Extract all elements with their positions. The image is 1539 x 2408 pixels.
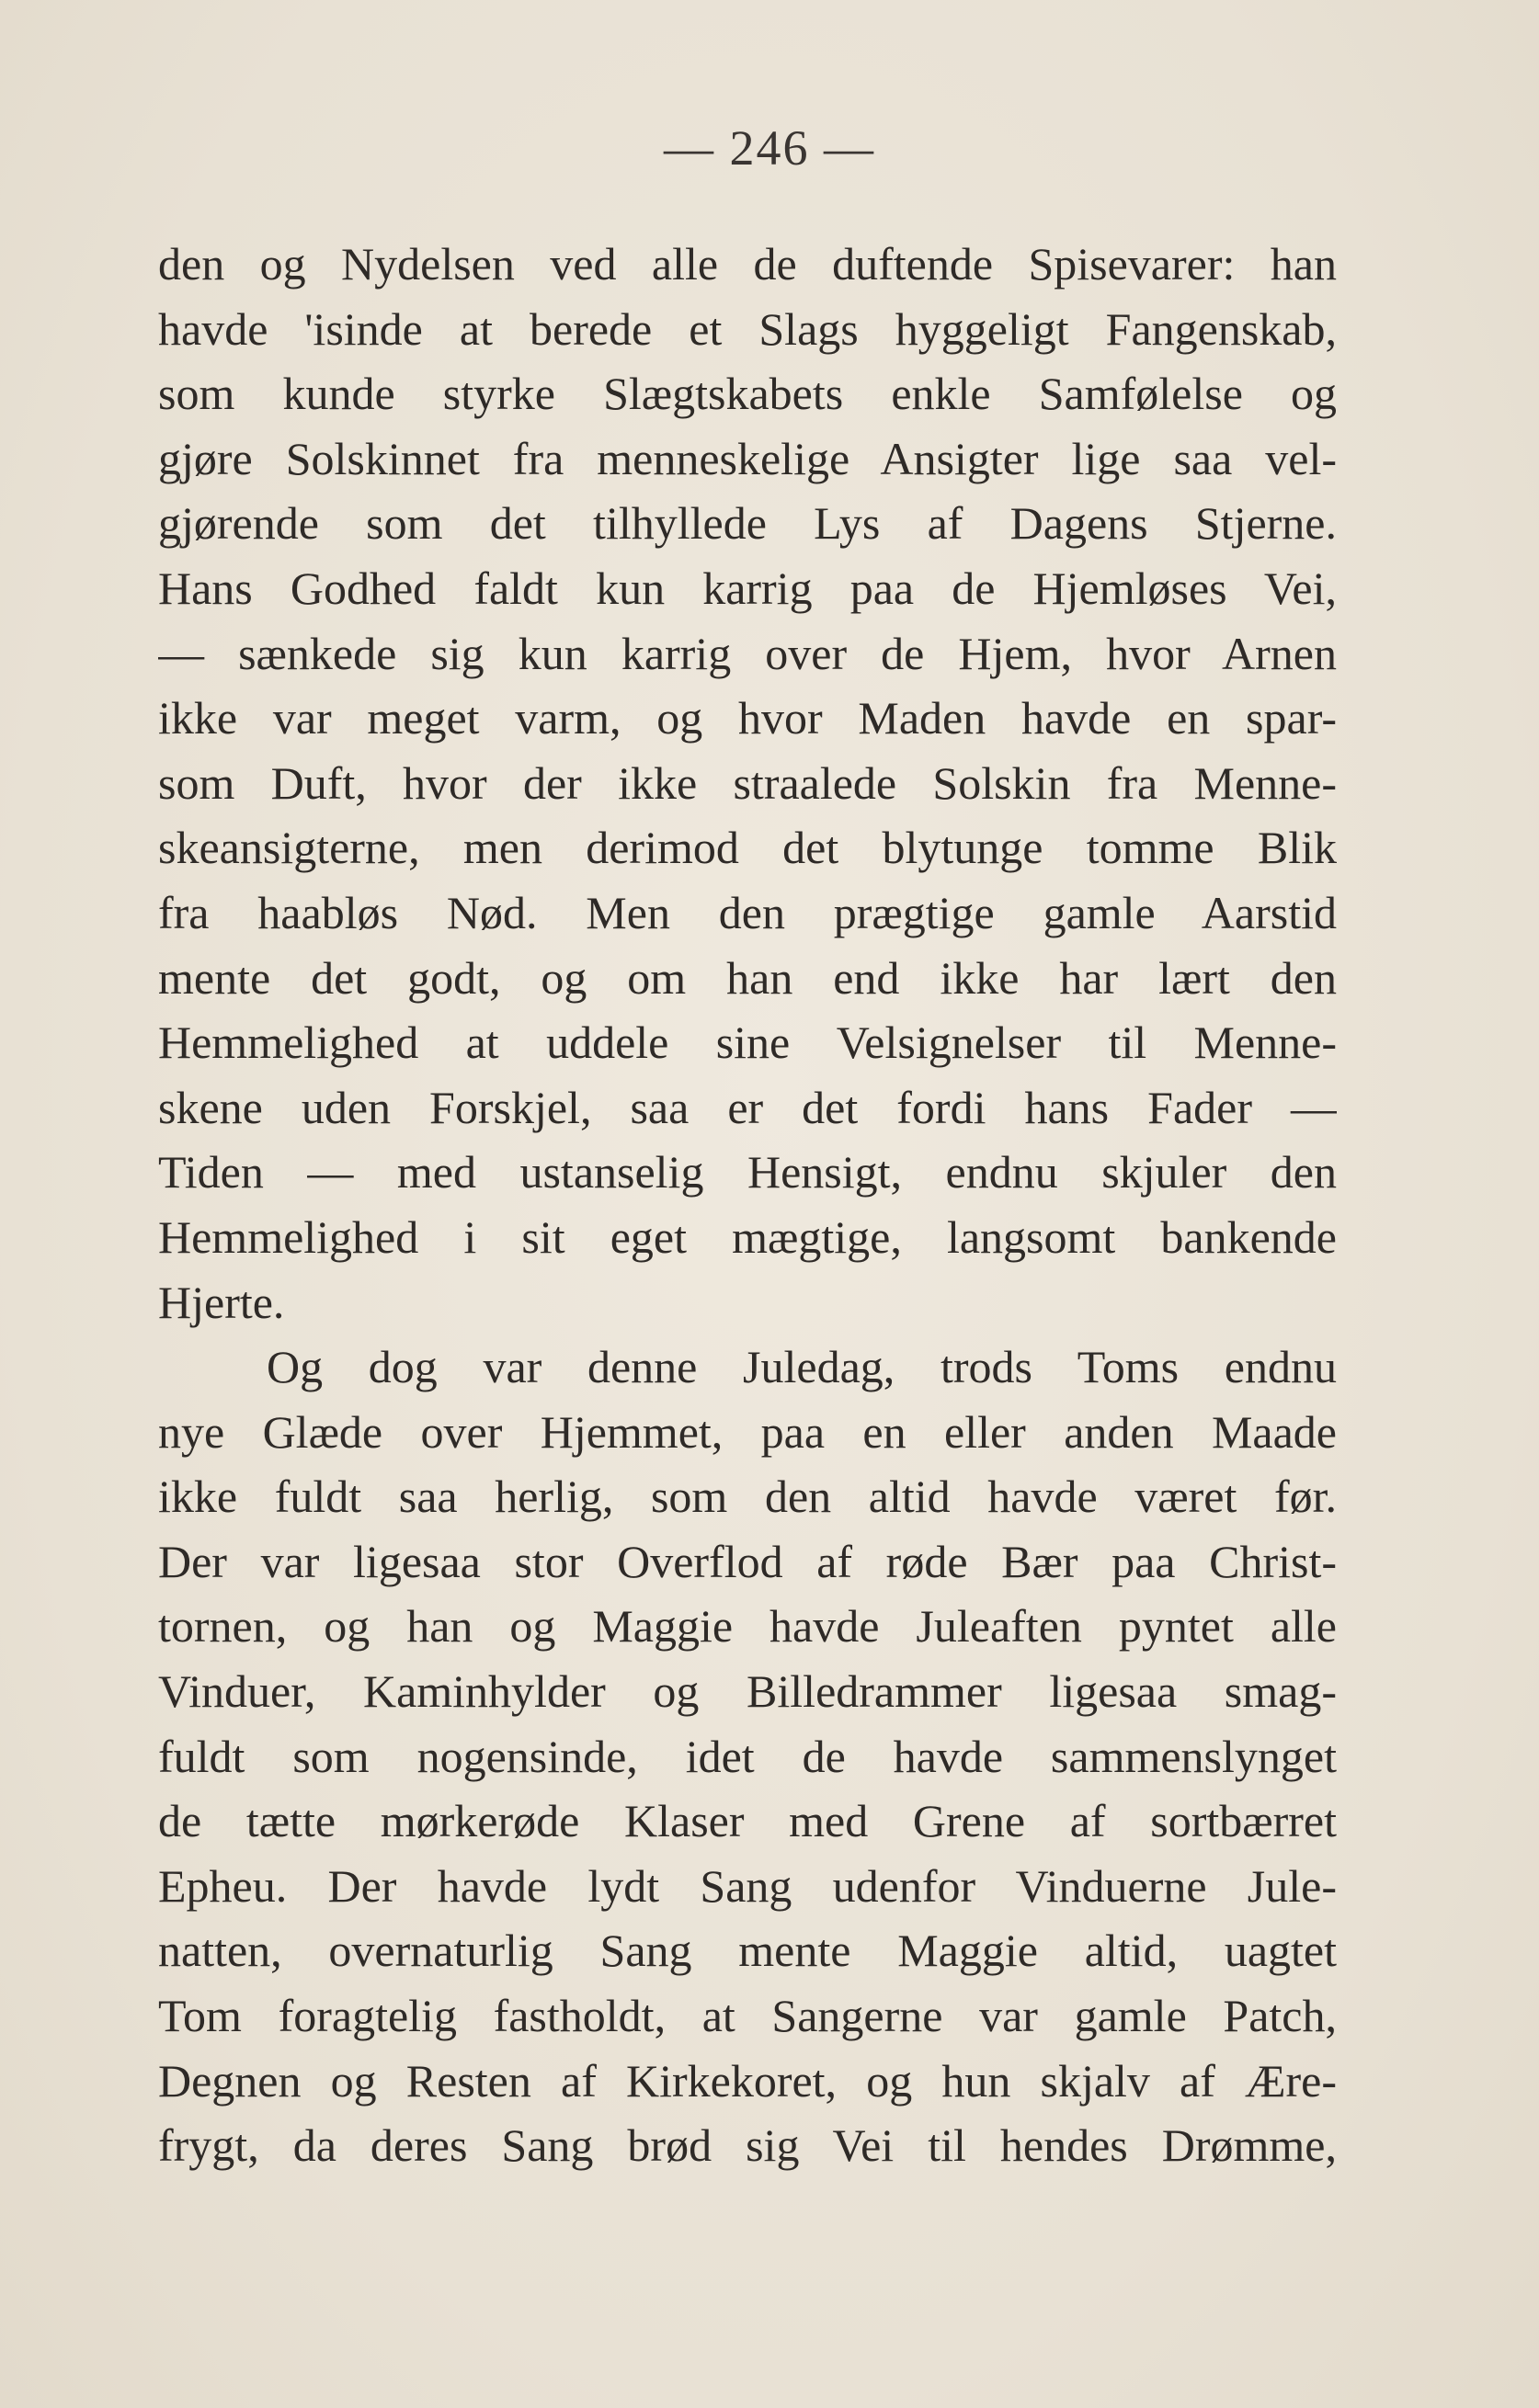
text-line: fuldt som nogensinde, idet de havde sammenslynget	[158, 1730, 1337, 1782]
text-line: Der var ligesaa stor Overflod af røde Bær paa Christ-	[158, 1535, 1337, 1587]
text-line: nye Glæde over Hjemmet, paa en eller anden Maade	[158, 1405, 1337, 1458]
text-line: Epheu. Der havde lydt Sang udenfor Vinduerne Jule-	[158, 1859, 1337, 1912]
text-line: Tom foragtelig fastholdt, at Sangerne var gamle Patch,	[158, 1990, 1337, 2042]
text-line: tornen, og han og Maggie havde Juleaften pyntet alle	[158, 1600, 1337, 1653]
page-number: — 246 —	[664, 120, 875, 176]
text-line: natten, overnaturlig Sang mente Maggie altid, uagtet	[158, 1925, 1337, 1977]
text-line: den og Nydelsen ved alle de duftende Spisevarer: han	[158, 238, 1337, 290]
text-line: Degnen og Resten af Kirkekoret, og hun skjalv af Ære-	[158, 2054, 1337, 2107]
text-line: Hjerte.	[158, 1276, 285, 1328]
text-line: Og dog var denne Juledag, trods Toms endnu	[267, 1341, 1337, 1393]
text-line: frygt, da deres Sang brød sig Vei til hendes Drømme,	[158, 2119, 1337, 2172]
text-line: skeansigterne, men derimod det blytunge tomme Blik	[158, 822, 1337, 874]
text-line: Hemmelighed at uddele sine Velsignelser til Menne-	[158, 1017, 1337, 1069]
text-line: skene uden Forskjel, saa er det fordi hans Fader —	[158, 1081, 1337, 1133]
paragraph-1	[158, 232, 1337, 1335]
text-line: Vinduer, Kaminhylder og Billedrammer ligesaa smag-	[158, 1665, 1337, 1718]
text-line: gjørende som det tilhyllede Lys af Dagens Stjerne.	[158, 497, 1337, 550]
text-line: havde 'isinde at berede et Slags hyggeligt Fangenskab,	[158, 302, 1337, 355]
paragraph-2	[158, 1335, 1337, 2178]
text-line: ikke var meget varm, og hvor Maden havde en spar-	[158, 692, 1337, 744]
text-line: som kunde styrke Slægtskabets enkle Samfølelse og	[158, 368, 1337, 420]
text-line: som Duft, hvor der ikke straalede Solskin fra Menne-	[158, 756, 1337, 809]
text-line: de tætte mørkerøde Klaser med Grene af sortbærret	[158, 1795, 1337, 1847]
text-line: Hans Godhed faldt kun karrig paa de Hjemløses Vei,	[158, 562, 1337, 614]
text-line: mente det godt, og om han end ikke har lært den	[158, 951, 1337, 1004]
text-line: gjøre Solskinnet fra menneskelige Ansigter lige saa vel-	[158, 432, 1337, 484]
text-line: Tiden — med ustanselig Hensigt, endnu skjuler den	[158, 1146, 1337, 1198]
text-line: fra haabløs Nød. Men den prægtige gamle Aarstid	[158, 886, 1337, 938]
text-line: — sænkede sig kun karrig over de Hjem, hvor Arnen	[158, 627, 1337, 679]
text-line: Hemmelighed i sit eget mægtige, langsomt bankende	[158, 1210, 1337, 1263]
text-line: ikke fuldt saa herlig, som den altid havde været før.	[158, 1471, 1337, 1523]
body-text	[158, 232, 1337, 2178]
